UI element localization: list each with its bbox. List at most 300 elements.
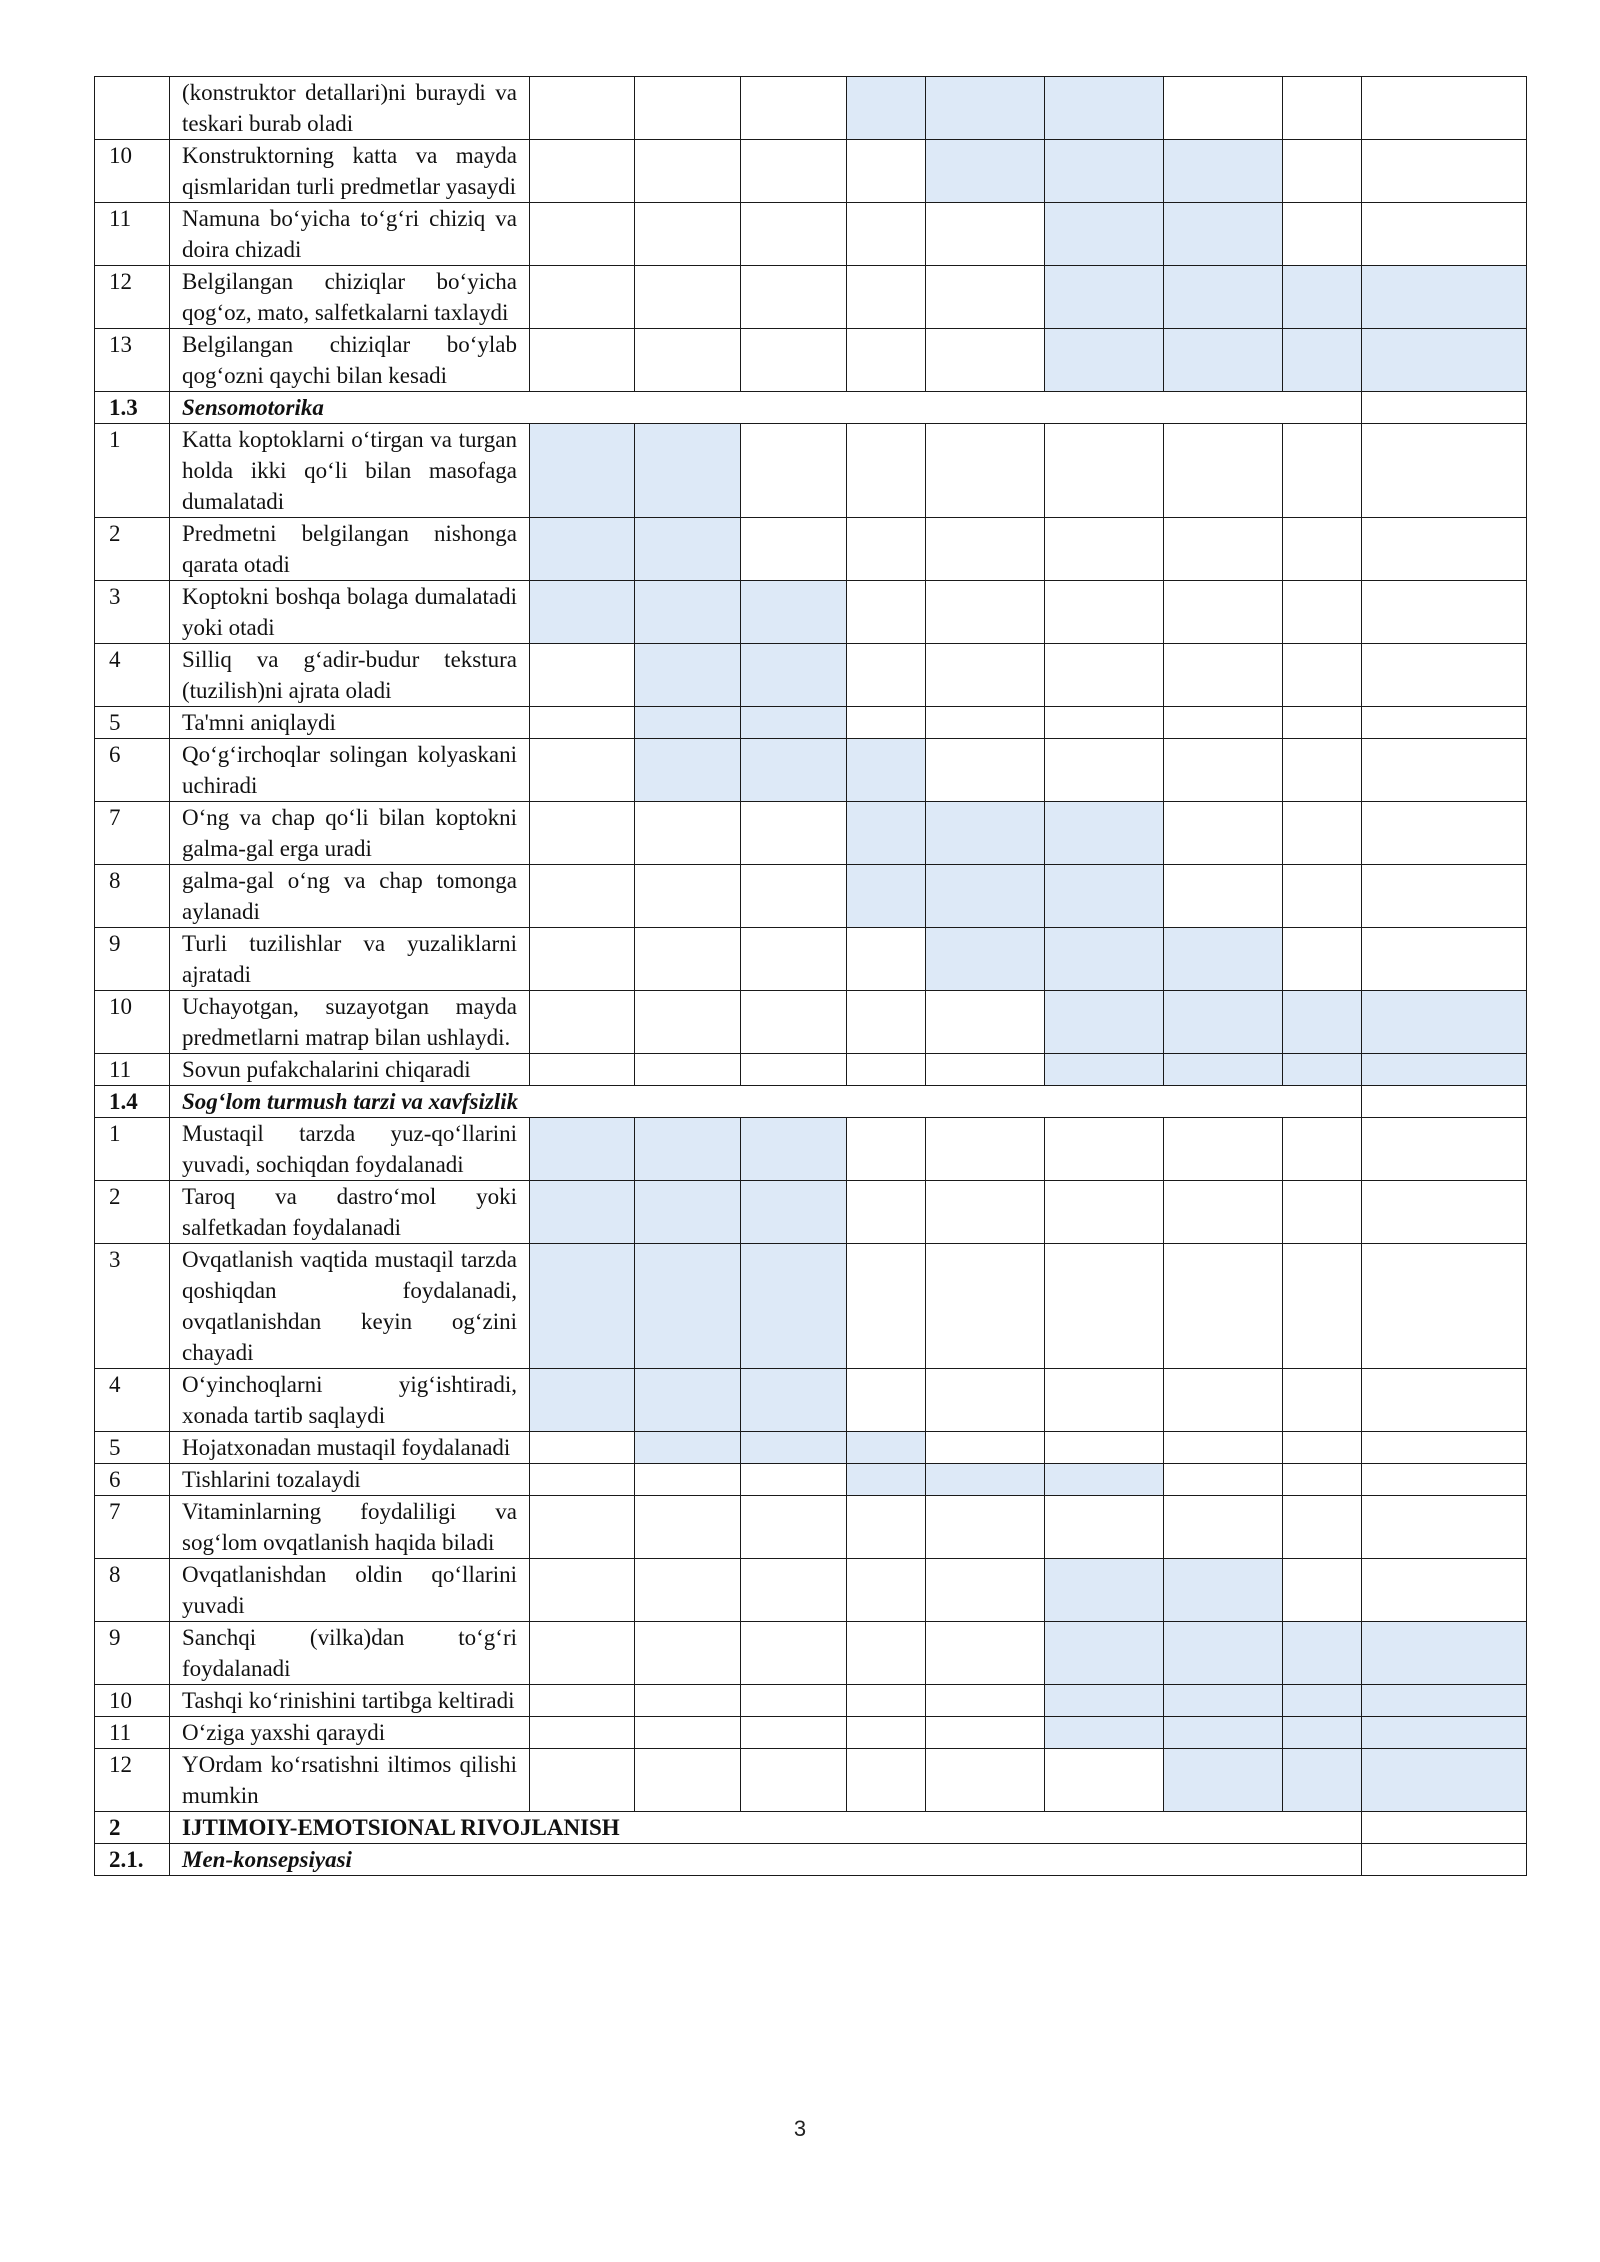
empty-cell	[1283, 1464, 1362, 1496]
empty-cell	[1283, 739, 1362, 802]
empty-cell	[530, 1432, 635, 1464]
empty-cell	[530, 140, 635, 203]
empty-cell	[926, 1685, 1045, 1717]
item-description: Sovun pufakchalarini chiqaradi	[170, 1054, 530, 1086]
item-description: Ovqatlanishdan oldin qo‘llarini yuvadi	[170, 1559, 530, 1622]
empty-cell	[741, 802, 847, 865]
empty-cell	[847, 518, 926, 581]
empty-cell	[530, 1749, 635, 1812]
empty-cell	[530, 1685, 635, 1717]
item-number: 3	[95, 1244, 170, 1369]
empty-cell	[635, 329, 741, 392]
table-row	[95, 1054, 1527, 1086]
empty-cell	[635, 802, 741, 865]
empty-cell	[847, 644, 926, 707]
empty-cell	[741, 424, 847, 518]
empty-cell	[926, 1432, 1045, 1464]
empty-cell	[926, 1717, 1045, 1749]
table-row	[95, 1559, 1527, 1622]
shaded-cell	[1164, 1749, 1283, 1812]
item-number: 10	[95, 1685, 170, 1717]
empty-cell	[635, 1054, 741, 1086]
shaded-cell	[1045, 865, 1164, 928]
shaded-cell	[635, 518, 741, 581]
table-row	[95, 1181, 1527, 1244]
empty-cell	[926, 707, 1045, 739]
shaded-cell	[1164, 1559, 1283, 1622]
empty-cell	[847, 1622, 926, 1685]
item-description: Koptokni boshqa bolaga dumalatadi yoki otadi	[170, 581, 530, 644]
item-description: Mustaqil tarzda yuz-qo‘llarini yuvadi, sochiqdan foydalanadi	[170, 1118, 530, 1181]
empty-cell	[635, 1464, 741, 1496]
item-description: Hojatxonadan mustaqil foydalanadi	[170, 1432, 530, 1464]
empty-cell	[1045, 739, 1164, 802]
item-description: O‘yinchoqlarni yig‘ishtiradi, xonada tartib saqlaydi	[170, 1369, 530, 1432]
empty-cell	[1164, 518, 1283, 581]
empty-cell	[1362, 1559, 1527, 1622]
empty-cell	[926, 739, 1045, 802]
empty-cell	[1362, 77, 1527, 140]
item-number: 11	[95, 1717, 170, 1749]
table-row	[95, 266, 1527, 329]
section-number: 1.4	[95, 1086, 170, 1118]
item-description: Silliq va g‘adir-budur tekstura (tuzilish)ni ajrata oladi	[170, 644, 530, 707]
section-row	[95, 1844, 1527, 1876]
empty-cell	[1283, 1496, 1362, 1559]
empty-cell	[847, 1685, 926, 1717]
empty-cell	[847, 1244, 926, 1369]
empty-cell	[1045, 1432, 1164, 1464]
empty-cell	[1362, 1244, 1527, 1369]
shaded-cell	[741, 739, 847, 802]
item-description: (konstruktor detallari)ni buraydi va teskari burab oladi	[170, 77, 530, 140]
empty-cell	[1164, 1181, 1283, 1244]
empty-cell	[847, 203, 926, 266]
shaded-cell	[741, 1432, 847, 1464]
shaded-cell	[926, 1464, 1045, 1496]
shaded-cell	[847, 739, 926, 802]
empty-cell	[1283, 203, 1362, 266]
empty-cell	[1362, 928, 1527, 991]
empty-cell	[926, 1181, 1045, 1244]
section-title: Sensomotorika	[170, 392, 1362, 424]
shaded-cell	[847, 865, 926, 928]
table-row	[95, 1717, 1527, 1749]
empty-cell	[926, 266, 1045, 329]
section-number: 2.1.	[95, 1844, 170, 1876]
shaded-cell	[1362, 1749, 1527, 1812]
shaded-cell	[635, 1369, 741, 1432]
section-row	[95, 392, 1527, 424]
table-row	[95, 1749, 1527, 1812]
table-row	[95, 991, 1527, 1054]
shaded-cell	[635, 707, 741, 739]
item-number: 8	[95, 1559, 170, 1622]
shaded-cell	[1283, 991, 1362, 1054]
section-title: Sog‘lom turmush tarzi va xavfsizlik	[170, 1086, 1362, 1118]
shaded-cell	[530, 581, 635, 644]
table-row	[95, 203, 1527, 266]
item-description: Predmetni belgilangan nishonga qarata otadi	[170, 518, 530, 581]
page-number: 3	[793, 2116, 807, 2141]
shaded-cell	[1045, 77, 1164, 140]
item-description: YOrdam ko‘rsatishni iltimos qilishi mumkin	[170, 1749, 530, 1812]
empty-cell	[926, 1118, 1045, 1181]
table-row	[95, 77, 1527, 140]
item-description: Ovqatlanish vaqtida mustaqil tarzda qoshiqdan foydalanadi, ovqatlanishdan keyin og‘zini chayadi	[170, 1244, 530, 1369]
empty-cell	[635, 865, 741, 928]
empty-cell	[635, 1559, 741, 1622]
table-row	[95, 928, 1527, 991]
section-title: Men-konsepsiyasi	[170, 1844, 1362, 1876]
empty-cell	[1362, 707, 1527, 739]
shaded-cell	[1045, 266, 1164, 329]
empty-cell	[1283, 140, 1362, 203]
shaded-cell	[1164, 203, 1283, 266]
empty-cell	[1362, 581, 1527, 644]
empty-cell	[741, 1559, 847, 1622]
empty-cell	[926, 1244, 1045, 1369]
empty-cell	[1164, 1118, 1283, 1181]
shaded-cell	[926, 928, 1045, 991]
item-number: 3	[95, 581, 170, 644]
empty-cell	[530, 266, 635, 329]
item-description: Taroq va dastro‘mol yoki salfetkadan foydalanadi	[170, 1181, 530, 1244]
empty-cell	[926, 1622, 1045, 1685]
empty-cell	[1283, 518, 1362, 581]
shaded-cell	[635, 1181, 741, 1244]
empty-cell	[1283, 1432, 1362, 1464]
empty-cell	[847, 581, 926, 644]
shaded-cell	[847, 1432, 926, 1464]
empty-cell	[741, 1717, 847, 1749]
shaded-cell	[635, 1118, 741, 1181]
item-description: Katta koptoklarni o‘tirgan va turgan holda ikki qo‘li bilan masofaga dumalatadi	[170, 424, 530, 518]
empty-cell	[1045, 1181, 1164, 1244]
shaded-cell	[1164, 266, 1283, 329]
empty-cell	[1045, 581, 1164, 644]
empty-cell	[1045, 1749, 1164, 1812]
empty-cell	[530, 802, 635, 865]
shaded-cell	[847, 802, 926, 865]
empty-cell	[1362, 1464, 1527, 1496]
item-description: Qo‘g‘irchoqlar solingan kolyaskani uchiradi	[170, 739, 530, 802]
table-row	[95, 424, 1527, 518]
section-title: IJTIMOIY-EMOTSIONAL RIVOJLANISH	[170, 1812, 1362, 1844]
item-number: 7	[95, 802, 170, 865]
item-description: O‘ng va chap qo‘li bilan koptokni galma-gal erga uradi	[170, 802, 530, 865]
item-number: 12	[95, 266, 170, 329]
shaded-cell	[1045, 1054, 1164, 1086]
empty-cell	[530, 203, 635, 266]
empty-cell	[847, 1369, 926, 1432]
shaded-cell	[1283, 1622, 1362, 1685]
shaded-cell	[1283, 1685, 1362, 1717]
empty-cell	[635, 77, 741, 140]
item-number: 1	[95, 1118, 170, 1181]
empty-cell	[1283, 1369, 1362, 1432]
empty-cell	[741, 329, 847, 392]
shaded-cell	[1362, 1685, 1527, 1717]
item-number: 11	[95, 1054, 170, 1086]
empty-cell	[741, 1622, 847, 1685]
table-row	[95, 1496, 1527, 1559]
shaded-cell	[926, 77, 1045, 140]
item-description: Tishlarini tozalaydi	[170, 1464, 530, 1496]
empty-cell	[741, 1685, 847, 1717]
empty-cell	[1283, 1118, 1362, 1181]
item-number: 5	[95, 1432, 170, 1464]
empty-cell	[1164, 1496, 1283, 1559]
item-description: Ta'mni aniqlaydi	[170, 707, 530, 739]
empty-cell	[926, 1749, 1045, 1812]
item-number: 12	[95, 1749, 170, 1812]
table-row	[95, 739, 1527, 802]
empty-cell	[530, 1559, 635, 1622]
shaded-cell	[1045, 1717, 1164, 1749]
empty-cell	[1045, 1244, 1164, 1369]
table-row	[95, 644, 1527, 707]
item-description: Konstruktorning katta va mayda qismlaridan turli predmetlar yasaydi	[170, 140, 530, 203]
shaded-cell	[1362, 1717, 1527, 1749]
shaded-cell	[741, 1369, 847, 1432]
empty-cell	[1164, 707, 1283, 739]
table-row	[95, 1685, 1527, 1717]
empty-cell	[1045, 1118, 1164, 1181]
empty-cell	[530, 329, 635, 392]
empty-cell	[1362, 518, 1527, 581]
item-number: 2	[95, 1181, 170, 1244]
item-number: 6	[95, 1464, 170, 1496]
item-description: Namuna bo‘yicha to‘g‘ri chiziq va doira chizadi	[170, 203, 530, 266]
empty-cell	[741, 991, 847, 1054]
table-row	[95, 518, 1527, 581]
empty-cell	[926, 1054, 1045, 1086]
shaded-cell	[1045, 329, 1164, 392]
empty-cell	[926, 581, 1045, 644]
shaded-cell	[741, 1181, 847, 1244]
shaded-cell	[1283, 329, 1362, 392]
empty-cell	[926, 644, 1045, 707]
item-number: 11	[95, 203, 170, 266]
empty-cell	[1362, 865, 1527, 928]
empty-cell	[635, 140, 741, 203]
empty-cell	[926, 991, 1045, 1054]
shaded-cell	[1045, 1622, 1164, 1685]
shaded-cell	[1045, 1559, 1164, 1622]
item-number: 10	[95, 991, 170, 1054]
empty-cell	[530, 1464, 635, 1496]
shaded-cell	[1164, 1717, 1283, 1749]
empty-cell	[847, 1749, 926, 1812]
empty-cell	[1045, 707, 1164, 739]
shaded-cell	[1045, 140, 1164, 203]
item-number: 10	[95, 140, 170, 203]
empty-cell	[1362, 1181, 1527, 1244]
empty-cell	[847, 1717, 926, 1749]
empty-cell	[926, 1369, 1045, 1432]
empty-cell	[847, 991, 926, 1054]
empty-cell	[1283, 928, 1362, 991]
empty-cell	[741, 928, 847, 991]
empty-cell	[741, 1054, 847, 1086]
item-description: Turli tuzilishlar va yuzaliklarni ajratadi	[170, 928, 530, 991]
shaded-cell	[926, 802, 1045, 865]
shaded-cell	[635, 1244, 741, 1369]
item-description: Belgilangan chiziqlar bo‘yicha qog‘oz, mato, salfetkalarni taxlaydi	[170, 266, 530, 329]
empty-cell	[1362, 1496, 1527, 1559]
shaded-cell	[741, 581, 847, 644]
item-number	[95, 77, 170, 140]
shaded-cell	[1362, 1054, 1527, 1086]
shaded-cell	[530, 518, 635, 581]
item-number: 2	[95, 518, 170, 581]
empty-cell	[1283, 581, 1362, 644]
empty-cell	[530, 865, 635, 928]
empty-cell	[1283, 1181, 1362, 1244]
table-row	[95, 802, 1527, 865]
empty-cell	[926, 424, 1045, 518]
empty-cell	[1164, 802, 1283, 865]
empty-cell	[847, 329, 926, 392]
empty-cell	[635, 1496, 741, 1559]
item-number: 4	[95, 1369, 170, 1432]
empty-cell	[741, 865, 847, 928]
shaded-cell	[635, 581, 741, 644]
section-tail-cell	[1362, 392, 1527, 424]
empty-cell	[1164, 865, 1283, 928]
empty-cell	[1283, 424, 1362, 518]
item-number: 7	[95, 1496, 170, 1559]
shaded-cell	[741, 1118, 847, 1181]
empty-cell	[530, 991, 635, 1054]
item-description: Vitaminlarning foydaliligi va sog‘lom ovqatlanish haqida biladi	[170, 1496, 530, 1559]
shaded-cell	[1283, 266, 1362, 329]
empty-cell	[1164, 739, 1283, 802]
empty-cell	[1362, 203, 1527, 266]
shaded-cell	[1362, 329, 1527, 392]
shaded-cell	[1362, 1622, 1527, 1685]
empty-cell	[1362, 739, 1527, 802]
section-number: 2	[95, 1812, 170, 1844]
empty-cell	[1362, 424, 1527, 518]
empty-cell	[530, 644, 635, 707]
table-row	[95, 1118, 1527, 1181]
item-number: 5	[95, 707, 170, 739]
section-tail-cell	[1362, 1086, 1527, 1118]
empty-cell	[1362, 140, 1527, 203]
table-row	[95, 1622, 1527, 1685]
empty-cell	[741, 518, 847, 581]
empty-cell	[1164, 644, 1283, 707]
shaded-cell	[1045, 928, 1164, 991]
shaded-cell	[635, 644, 741, 707]
shaded-cell	[741, 1244, 847, 1369]
item-number: 6	[95, 739, 170, 802]
empty-cell	[741, 1496, 847, 1559]
shaded-cell	[1045, 1464, 1164, 1496]
empty-cell	[847, 1118, 926, 1181]
shaded-cell	[1164, 1622, 1283, 1685]
shaded-cell	[635, 739, 741, 802]
empty-cell	[847, 140, 926, 203]
empty-cell	[847, 1559, 926, 1622]
item-number: 13	[95, 329, 170, 392]
empty-cell	[1283, 707, 1362, 739]
empty-cell	[741, 1464, 847, 1496]
empty-cell	[1362, 1432, 1527, 1464]
empty-cell	[635, 266, 741, 329]
shaded-cell	[926, 140, 1045, 203]
item-number: 4	[95, 644, 170, 707]
table-row	[95, 581, 1527, 644]
shaded-cell	[1283, 1054, 1362, 1086]
shaded-cell	[1164, 928, 1283, 991]
empty-cell	[530, 739, 635, 802]
empty-cell	[847, 928, 926, 991]
empty-cell	[635, 1685, 741, 1717]
empty-cell	[741, 266, 847, 329]
empty-cell	[1164, 1369, 1283, 1432]
empty-cell	[1164, 581, 1283, 644]
empty-cell	[926, 518, 1045, 581]
item-description: O‘ziga yaxshi qaraydi	[170, 1717, 530, 1749]
table-row	[95, 865, 1527, 928]
item-description: Belgilangan chiziqlar bo‘ylab qog‘ozni qaychi bilan kesadi	[170, 329, 530, 392]
empty-cell	[635, 203, 741, 266]
item-description: Sanchqi (vilka)dan to‘g‘ri foydalanadi	[170, 1622, 530, 1685]
empty-cell	[926, 203, 1045, 266]
empty-cell	[1362, 1369, 1527, 1432]
table-row	[95, 1244, 1527, 1369]
empty-cell	[530, 1496, 635, 1559]
shaded-cell	[1164, 991, 1283, 1054]
shaded-cell	[1362, 266, 1527, 329]
empty-cell	[847, 266, 926, 329]
empty-cell	[1045, 518, 1164, 581]
shaded-cell	[530, 1118, 635, 1181]
shaded-cell	[530, 1369, 635, 1432]
shaded-cell	[1283, 1749, 1362, 1812]
item-description: Tashqi ko‘rinishini tartibga keltiradi	[170, 1685, 530, 1717]
empty-cell	[1164, 424, 1283, 518]
empty-cell	[635, 1622, 741, 1685]
shaded-cell	[1045, 1685, 1164, 1717]
assessment-table	[94, 76, 1527, 1876]
empty-cell	[1283, 77, 1362, 140]
empty-cell	[847, 1054, 926, 1086]
shaded-cell	[1283, 1717, 1362, 1749]
empty-cell	[741, 203, 847, 266]
section-tail-cell	[1362, 1844, 1527, 1876]
shaded-cell	[1164, 1685, 1283, 1717]
empty-cell	[847, 707, 926, 739]
empty-cell	[1045, 424, 1164, 518]
empty-cell	[926, 1496, 1045, 1559]
empty-cell	[530, 1717, 635, 1749]
empty-cell	[530, 928, 635, 991]
empty-cell	[1045, 644, 1164, 707]
empty-cell	[1045, 1496, 1164, 1559]
empty-cell	[741, 140, 847, 203]
empty-cell	[635, 928, 741, 991]
shaded-cell	[1045, 203, 1164, 266]
item-number: 9	[95, 928, 170, 991]
section-tail-cell	[1362, 1812, 1527, 1844]
item-number: 9	[95, 1622, 170, 1685]
empty-cell	[926, 1559, 1045, 1622]
shaded-cell	[847, 1464, 926, 1496]
